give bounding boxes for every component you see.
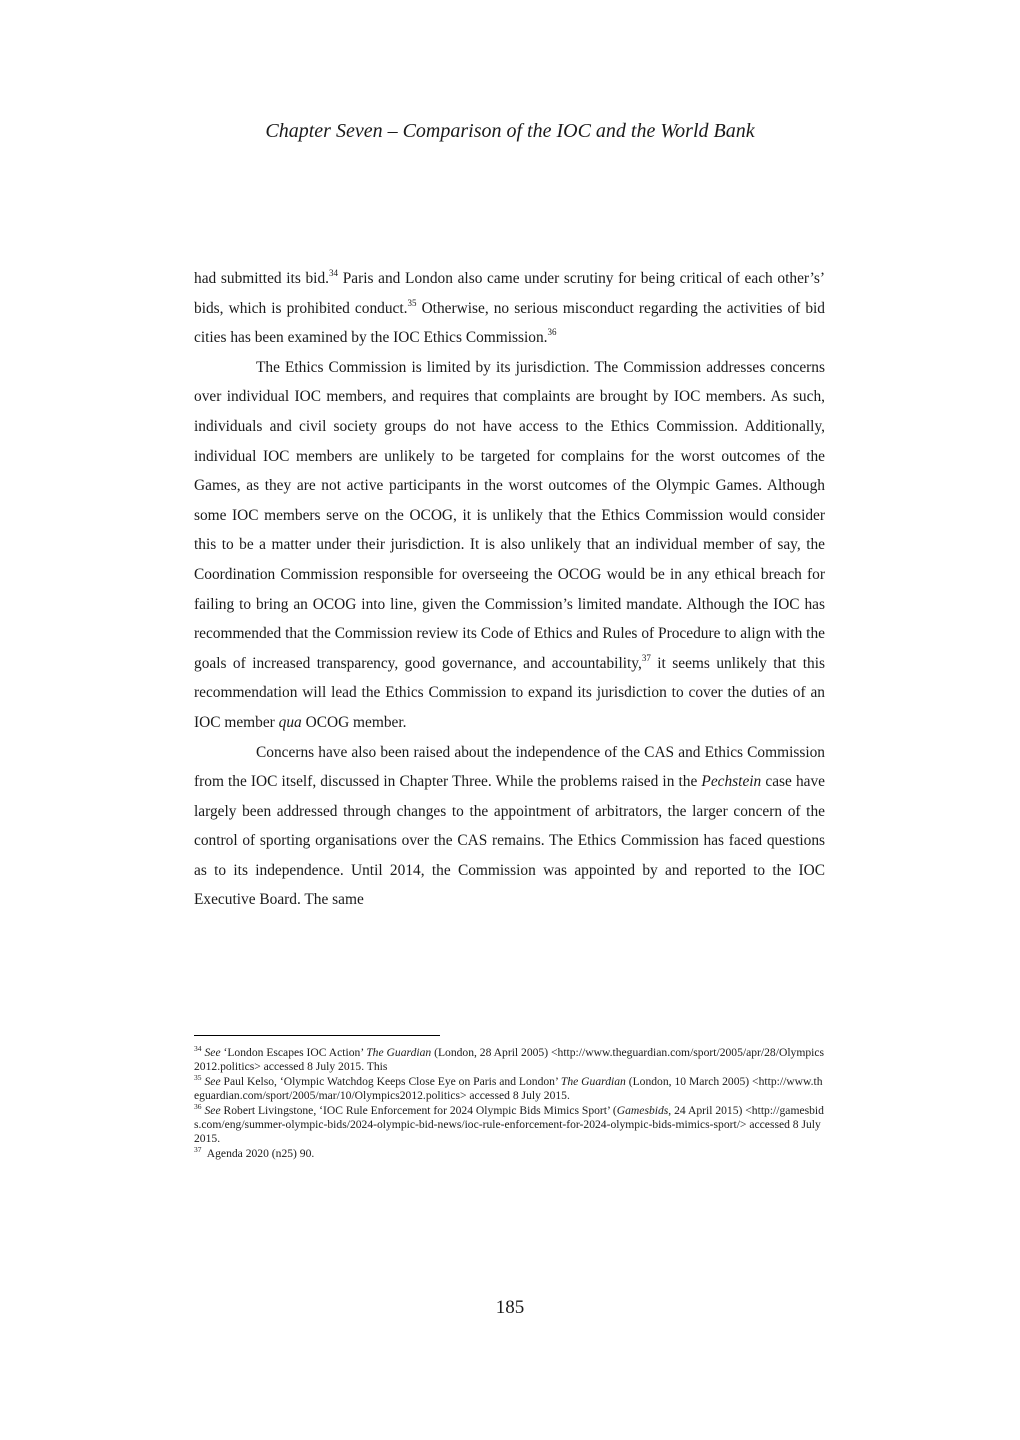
footnote-ref-35[interactable]: 35 — [407, 297, 417, 308]
footnote-text: Agenda 2020 (n25) 90. — [204, 1146, 315, 1160]
footnote-37 — [194, 1144, 825, 1161]
footnotes — [194, 1046, 825, 1161]
footnote-publication: The Guardian — [560, 1074, 626, 1088]
footnote-text: Robert Livingstone, ‘IOC Rule Enforcement for 2024 Olympic Bids Mimics Sport’ ( — [220, 1103, 617, 1117]
footnote-text: Paul Kelso, ‘Olympic Watchdog Keeps Close Eye on Paris and London’ — [220, 1074, 561, 1088]
paragraph-text: Concerns have also been raised about the independence of the CAS and Ethics Commission from the IOC itself, discussed in Chapter Three. While the problems raised in the — [194, 743, 825, 791]
footnote-separator — [194, 1035, 440, 1036]
case-name: Pechstein — [701, 773, 762, 791]
footnote-34 — [194, 1046, 825, 1075]
footnote-ref-37[interactable]: 37 — [641, 652, 651, 663]
footnote-number: 34 — [194, 1044, 202, 1053]
paragraph-2 — [194, 353, 825, 738]
footnote-text: , 24 April 2015) <http://gamesbids.com/eng/summer-olympic-bids/2024-olympic-bid-news/ioc-rule-enforcement-for-2024-olympic-bids-mimics-sport/> accessed 8 July 2015. — [194, 1103, 824, 1146]
paragraph-text: it seems unlikely that this recommendation will lead the Ethics Commission to expand its jurisdiction to cover the duties of an IOC member — [194, 654, 825, 731]
footnote-text: (London, 10 March 2005) <http://www.theguardian.com/sport/2005/mar/10/Olympics2012.politics> accessed 8 July 2015. — [194, 1074, 823, 1103]
body-text — [194, 264, 825, 915]
footnote-ref-36[interactable]: 36 — [547, 327, 557, 338]
paragraph-text: had submitted its bid. — [194, 270, 330, 287]
paragraph-text: The Ethics Commission is limited by its jurisdiction. The Commission addresses concerns over individual IOC members, and requires that complaints are brought by IOC members. As such, individuals and civil society groups do not have access to the Ethics Commission. Additionally, individual IOC members are unlikely to be targeted for complains for the worst outcomes of the Games, as they are not active participants in the worst outcomes of the Olympic Games. Although some IOC members serve on the OCOG, it is unlikely that the Ethics Commission would consider this to be a matter under their jurisdiction. It is also unlikely that an individual member of say, the Coordination Commission responsible for overseeing the OCOG would be in any ethical breach for failing to bring an OCOG into line, given the Commission’s limited mandate. Although the IOC has recommended that the Commission review its Code of Ethics and Rules of Procedure to align with the goals of increased transparency, good governance, and accountability, — [194, 358, 825, 672]
footnote-text: (London, 28 April 2005) <http://www.theguardian.com/sport/2005/apr/28/Olympics2012.politics> accessed 8 July 2015. This — [194, 1046, 825, 1074]
footnote-publication: Gamesbids — [616, 1103, 669, 1117]
running-header: Chapter Seven – Comparison of the IOC and the World Bank — [265, 120, 755, 142]
footnote-36 — [194, 1101, 825, 1147]
paragraph-text: Paris and London also came under scrutiny for being critical of each other’s’ bids, which is prohibited conduct. — [194, 270, 825, 317]
italic-term: qua — [278, 713, 302, 731]
footnote-number: 36 — [194, 1101, 202, 1111]
footnote-ref-34[interactable]: 34 — [329, 268, 339, 278]
footnote-signal: See — [204, 1046, 221, 1059]
paragraph-text: OCOG member. — [301, 713, 407, 731]
footnote-text: ‘London Escapes IOC Action’ — [220, 1046, 367, 1059]
footnote-publication: The Guardian — [366, 1046, 432, 1059]
footnote-number: 37 — [194, 1144, 202, 1154]
footnote-signal: See — [204, 1103, 221, 1117]
paragraph-1 — [194, 264, 825, 353]
footnote-number: 35 — [194, 1072, 202, 1082]
paragraph-3 — [194, 738, 825, 916]
paragraph-text: case have largely been addressed through changes to the appointment of arbitrators, the larger concern of the control of sporting organisations over the CAS remains. The Ethics Commission has faced questions as to its independence. Until 2014, the Commission was appointed by and reported to the IOC Executive Board. The same — [194, 773, 826, 909]
paragraph-text: Otherwise, no serious misconduct regarding the activities of bid cities has been examined by the IOC Ethics Commission. — [194, 299, 825, 347]
footnote-signal: See — [204, 1074, 221, 1088]
page-number: 185 — [495, 1297, 525, 1318]
footnote-35 — [194, 1072, 825, 1104]
